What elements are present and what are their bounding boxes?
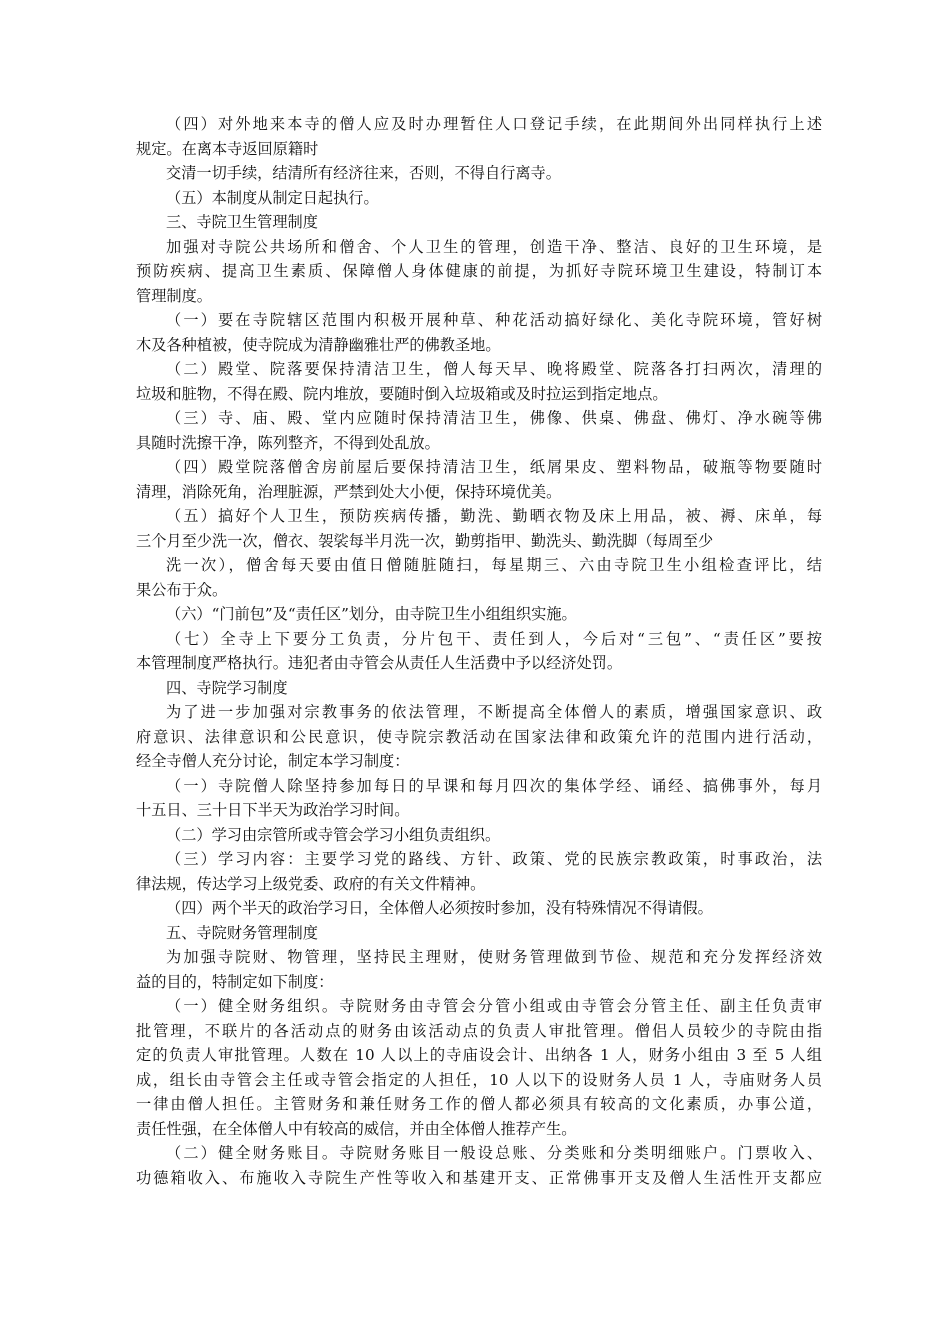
text-line: 规定。在离本寺返回原籍时	[136, 139, 319, 158]
section-heading: 四、寺院学习制度	[166, 678, 288, 697]
text-line: 批管理，不联片的各活动点的财务由该活动点的负责人审批管理。僧侣人员较少的寺院由指	[136, 1021, 822, 1040]
text-line: 交清一切手续，结清所有经济往来，否则，不得自行离寺。	[166, 164, 561, 182]
text-line: 府意识、法律意识和公民意识，使寺院宗教活动在国家法律和政策允许的范围内进行活动，	[136, 727, 822, 746]
text-line: （三）学习内容：主要学习党的路线、方针、政策、党的民族宗教政策，时事政治，法	[166, 850, 822, 868]
text-line: 预防疾病、提高卫生素质、保障僧人身体健康的前提，为抓好寺院环境卫生建设，特制订本	[136, 262, 822, 280]
text-line: （二）学习由宗管所或寺管会学习小组负责组织。	[166, 825, 501, 844]
text-line: 功德箱收入、布施收入寺院生产性等收入和基建开支、正常佛事开支及僧人生活性开支都应	[136, 1168, 822, 1187]
text-line: 为了进一步加强对宗教事务的依法管理，不断提高全体僧人的素质，增强国家意识、政	[166, 703, 822, 721]
text-line: 洗一次），僧舍每天要由值日僧随脏随扫，每星期三、六由寺院卫生小组检查评比，结	[166, 556, 822, 574]
text-line: （五）搞好个人卫生，预防疾病传播，勤洗、勤晒衣物及床上用品，被、褥、床单，每	[166, 507, 822, 525]
text-line: （四）两个半天的政治学习日，全体僧人必须按时参加，没有特殊情况不得请假。	[166, 899, 713, 917]
text-line: 经全寺僧人充分讨论，制定本学习制度：	[136, 752, 410, 770]
text-line: 成，组长由寺管会主任或寺管会指定的人担任，10 人以下的设财务人员 1 人，寺庙财务人员	[136, 1070, 822, 1089]
text-line: （一）寺院僧人除坚持参加每日的早课和每月四次的集体学经、诵经、搞佛事外，每月	[166, 776, 822, 795]
text-line: 律法规，传达学习上级党委、政府的有关文件精神。	[136, 874, 486, 893]
text-line: 果公布于众。	[136, 580, 228, 599]
text-line: （三）寺、庙、殿、堂内应随时保持清洁卫生，佛像、供桌、佛盘、佛灯、净水碗等佛	[166, 409, 822, 427]
section-heading: 五、寺院财务管理制度	[166, 923, 318, 942]
text-line: （二）健全财务账目。寺院财务账目一般设总账、分类账和分类明细账户。门票收入、	[166, 1144, 822, 1162]
text-line: 三个月至少洗一次，僧衣、袈裟每半月洗一次，勤剪指甲、勤洗头、勤洗脚（每周至少	[136, 531, 714, 550]
text-line: 管理制度。	[136, 286, 212, 305]
text-line: （一）健全财务组织。寺院财务由寺管会分管小组或由寺管会分管主任、副主任负责审	[166, 997, 822, 1015]
text-line: 加强对寺院公共场所和僧舍、个人卫生的管理，创造干净、整洁、良好的卫生环境，是	[166, 237, 822, 256]
text-line: （七）全寺上下要分工负责，分片包干、责任到人，今后对“三包”、“责任区”要按	[166, 629, 822, 648]
text-line: 清理，消除死角，治理脏源，严禁到处大小便，保持环境优美。	[136, 482, 562, 501]
text-line: （二）殿堂、院落要保持清洁卫生，僧人每天早、晚将殿堂、院落各打扫两次，清理的	[166, 360, 822, 378]
document-page	[136, 112, 822, 1190]
text-line: 木及各种植被，使寺院成为清静幽雅壮严的佛教圣地。	[136, 335, 501, 354]
text-line: （一）要在寺院辖区范围内积极开展种草、种花活动搞好绿化、美化寺院环境，管好树	[166, 311, 822, 329]
text-line: 十五日、三十日下半天为政治学习时间。	[136, 801, 410, 819]
text-line: （五）本制度从制定日起执行。	[166, 188, 379, 207]
text-line: 定的负责人审批管理。人数在 10 人以上的寺庙设会计、出纳各 1 人，财务小组由 3 至 5 人组	[136, 1046, 822, 1064]
section-heading: 三、寺院卫生管理制度	[166, 213, 318, 231]
text-line: （四）殿堂院落僧舍房前屋后要保持清洁卫生，纸屑果皮、塑料物品，破瓶等物要随时	[166, 458, 822, 476]
text-line: 责任性强，在全体僧人中有较高的威信，并由全体僧人推荐产生。	[136, 1119, 577, 1138]
text-line: 为加强寺院财、物管理，坚持民主理财，使财务管理做到节俭、规范和充分发挥经济效	[166, 948, 822, 966]
text-line: （六）“门前包”及“责任区”划分，由寺院卫生小组组织实施。	[166, 605, 577, 623]
text-line: 益的目的，特制定如下制度：	[136, 972, 334, 991]
text-line: （四）对外地来本寺的僧人应及时办理暂住人口登记手续，在此期间外出同样执行上述	[166, 115, 822, 133]
text-line: 本管理制度严格执行。违犯者由寺管会从责任人生活费中予以经济处罚。	[136, 654, 622, 672]
text-line: 具随时洗擦干净，陈列整齐，不得到处乱放。	[136, 433, 440, 452]
text-line: 一律由僧人担任。主管财务和兼任财务工作的僧人都必须具有较高的文化素质，办事公道，	[136, 1095, 822, 1113]
text-line: 垃圾和脏物，不得在殿、院内堆放，要随时倒入垃圾箱或及时拉运到指定地点。	[136, 384, 668, 403]
